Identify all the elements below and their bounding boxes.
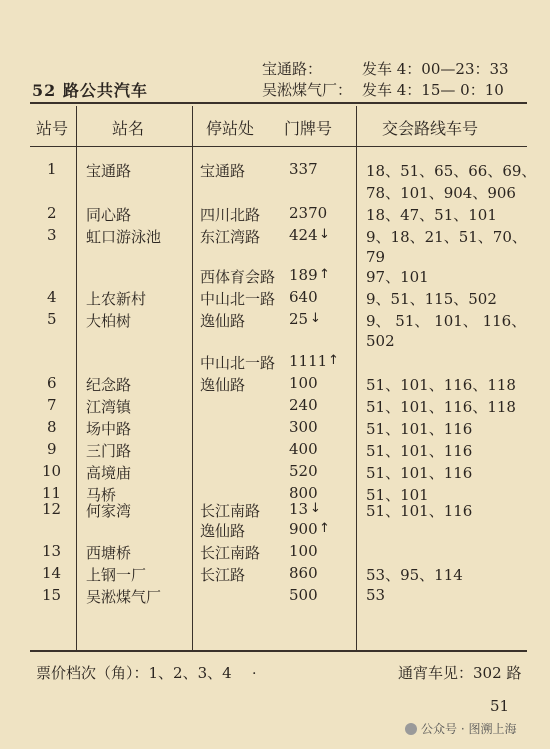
connecting-routes: 18、51、65、66、69、 xyxy=(366,162,537,180)
stop-location: 长江路 xyxy=(200,566,246,584)
direction-arrow-icon: ↑ xyxy=(319,521,330,536)
connecting-routes: 51、101、116 xyxy=(366,420,473,438)
fare-levels: 票价档次（角）：1、2、3、4 xyxy=(36,664,232,682)
terminal-a-label: 宝通路： xyxy=(262,60,323,78)
route-title: 52 路公共汽车 xyxy=(32,81,148,100)
station-number: 8 xyxy=(47,418,57,436)
house-number: 25 xyxy=(289,310,309,328)
connecting-routes: 9、 51、 101、 116、 xyxy=(366,312,527,330)
column-header-stop-location: 停站处 xyxy=(206,119,255,138)
stop-location: 逸仙路 xyxy=(200,522,246,540)
station-name: 何家湾 xyxy=(86,502,132,520)
station-name: 虹口游泳池 xyxy=(86,228,162,246)
station-number: 13 xyxy=(42,542,62,560)
connecting-routes: 51、101、116、118 xyxy=(366,398,516,416)
connecting-routes: 18、47、51、101 xyxy=(366,206,497,224)
house-number: 1111 xyxy=(289,352,328,370)
house-number: 13 xyxy=(289,500,309,518)
station-number: 9 xyxy=(47,440,57,458)
stop-location: 西体育会路 xyxy=(200,268,276,286)
station-number: 15 xyxy=(42,586,62,604)
connecting-routes: 502 xyxy=(366,332,395,350)
station-name: 纪念路 xyxy=(86,376,132,394)
stop-location: 四川北路 xyxy=(200,206,261,224)
house-number: 189 xyxy=(289,266,318,284)
connecting-routes: 79 xyxy=(366,248,386,266)
station-name: 吴淞煤气厂 xyxy=(86,588,162,606)
station-number: 12 xyxy=(42,500,62,518)
wechat-icon xyxy=(405,723,417,735)
connecting-routes: 53 xyxy=(366,586,386,604)
direction-arrow-icon: ↓ xyxy=(310,311,321,326)
stop-location: 中山北一路 xyxy=(200,290,276,308)
column-header-station-no: 站号 xyxy=(36,119,69,138)
station-name: 马桥 xyxy=(86,486,117,504)
house-number: 640 xyxy=(289,288,318,306)
direction-arrow-icon: ↑ xyxy=(328,353,339,368)
stop-location: 东江湾路 xyxy=(200,228,261,246)
station-number: 4 xyxy=(47,288,57,306)
station-name: 场中路 xyxy=(86,420,132,438)
column-header-connecting-routes: 交会路线车号 xyxy=(382,119,479,138)
table-bottom-rule xyxy=(30,650,527,652)
column-divider xyxy=(192,106,193,650)
house-number: 240 xyxy=(289,396,318,414)
page-number: 51 xyxy=(490,697,510,715)
column-header-station-name: 站名 xyxy=(112,119,145,138)
station-number: 7 xyxy=(47,396,57,414)
station-number: 2 xyxy=(47,204,57,222)
house-number: 860 xyxy=(289,564,318,582)
stop-location: 逸仙路 xyxy=(200,312,246,330)
station-name: 同心路 xyxy=(86,206,132,224)
house-number: 337 xyxy=(289,160,318,178)
column-divider xyxy=(76,106,77,650)
column-header-house-number: 门牌号 xyxy=(284,119,333,138)
station-name: 江湾镇 xyxy=(86,398,132,416)
house-number: 800 xyxy=(289,484,318,502)
connecting-routes: 51、101 xyxy=(366,486,429,504)
connecting-routes: 9、51、115、502 xyxy=(366,290,497,308)
connecting-routes: 51、101、116 xyxy=(366,502,473,520)
station-name: 上钢一厂 xyxy=(86,566,147,584)
station-number: 5 xyxy=(47,310,57,328)
stop-location: 宝通路 xyxy=(200,162,246,180)
house-number: 900 xyxy=(289,520,318,538)
house-number: 100 xyxy=(289,542,318,560)
stop-location: 长江南路 xyxy=(200,544,261,562)
column-divider xyxy=(356,106,357,650)
station-number: 6 xyxy=(47,374,57,392)
direction-arrow-icon: ↑ xyxy=(319,267,330,282)
station-name: 西塘桥 xyxy=(86,544,132,562)
station-name: 宝通路 xyxy=(86,162,132,180)
direction-arrow-icon: ↓ xyxy=(319,227,330,242)
stop-location: 长江南路 xyxy=(200,502,261,520)
station-number: 3 xyxy=(47,226,57,244)
connecting-routes: 97、101 xyxy=(366,268,429,286)
house-number: 300 xyxy=(289,418,318,436)
connecting-routes: 51、101、116 xyxy=(366,464,473,482)
station-name: 三门路 xyxy=(86,442,132,460)
connecting-routes: 78、101、904、906 xyxy=(366,184,516,202)
station-number: 10 xyxy=(42,462,62,480)
house-number: 500 xyxy=(289,586,318,604)
house-number: 2370 xyxy=(289,204,328,222)
watermark xyxy=(405,720,516,737)
house-number: 520 xyxy=(289,462,318,480)
stop-location: 中山北一路 xyxy=(200,354,276,372)
terminal-b-times: 发车 4：15— 0：10 xyxy=(362,81,504,99)
table-top-rule xyxy=(30,102,527,104)
connecting-routes: 9、18、21、51、70、 xyxy=(366,228,527,246)
station-number: 14 xyxy=(42,564,62,582)
footer-dot: . xyxy=(252,662,257,678)
house-number: 400 xyxy=(289,440,318,458)
terminal-b-label: 吴淞煤气厂： xyxy=(262,81,353,99)
station-name: 高境庙 xyxy=(86,464,132,482)
connecting-routes: 51、101、116 xyxy=(366,442,473,460)
direction-arrow-icon: ↓ xyxy=(310,501,321,516)
terminal-a-times: 发车 4：00—23：33 xyxy=(362,60,509,78)
station-number: 1 xyxy=(47,160,57,178)
house-number: 424 xyxy=(289,226,318,244)
station-name: 上农新村 xyxy=(86,290,147,308)
house-number: 100 xyxy=(289,374,318,392)
station-number: 11 xyxy=(42,484,62,502)
connecting-routes: 51、101、116、118 xyxy=(366,376,516,394)
station-name: 大柏树 xyxy=(86,312,132,330)
connecting-routes: 53、95、114 xyxy=(366,566,463,584)
watermark-text: 公众号 · 图溯上海 xyxy=(421,722,517,736)
stop-location: 逸仙路 xyxy=(200,376,246,394)
table-header-rule xyxy=(30,146,527,147)
night-service-note: 通宵车见：302 路 xyxy=(398,664,522,682)
